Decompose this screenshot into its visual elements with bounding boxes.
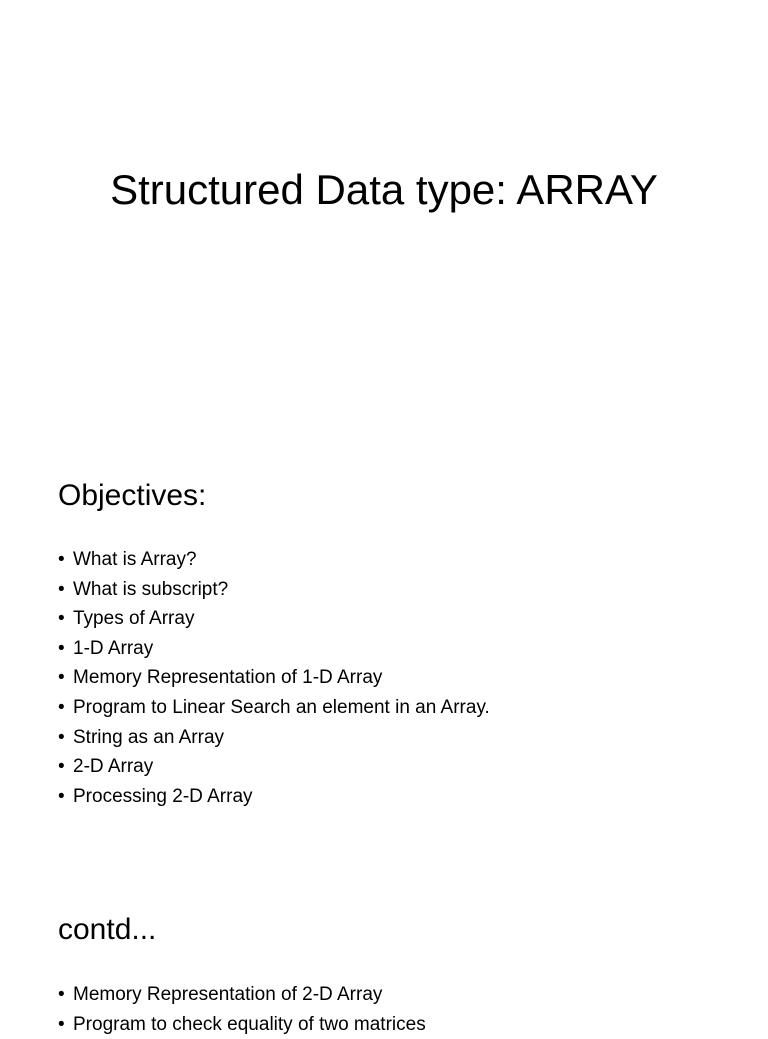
bullet-icon: •: [58, 984, 65, 1005]
bullet-icon: •: [58, 696, 65, 718]
slide-title: Structured Data type: ARRAY: [110, 166, 658, 213]
objectives-heading: Objectives:: [58, 479, 207, 512]
list-item-label: Processing 2-D Array: [73, 785, 253, 807]
list-item: [58, 980, 426, 1010]
list-item: [58, 604, 490, 634]
list-item: [58, 752, 490, 782]
bullet-icon: •: [58, 756, 65, 778]
list-item-label: What is subscript?: [73, 578, 229, 600]
contd-list: [58, 980, 426, 1039]
list-item-label: Types of Array: [73, 608, 195, 630]
bullet-icon: •: [58, 785, 65, 807]
objectives-list: [58, 545, 490, 811]
list-item-label: Memory Representation of 2-D Array: [73, 984, 383, 1005]
bullet-icon: •: [58, 608, 65, 630]
bullet-icon: •: [58, 549, 65, 570]
bullet-icon: •: [58, 726, 65, 748]
list-item: [58, 693, 490, 723]
contd-heading: contd...: [58, 913, 157, 946]
bullet-icon: •: [58, 578, 65, 600]
bullet-icon: •: [58, 667, 65, 689]
bullet-icon: •: [58, 637, 65, 659]
list-item-label: Memory Representation of 1-D Array: [73, 667, 383, 689]
list-item-label: Program to check equality of two matrices: [73, 1013, 426, 1035]
list-item-label: What is Array?: [73, 549, 197, 570]
list-item-label: 2-D Array: [73, 756, 154, 778]
bullet-icon: •: [58, 1013, 65, 1035]
list-item: [58, 723, 490, 753]
list-item: [58, 663, 490, 693]
list-item: [58, 782, 490, 812]
list-item: [58, 575, 490, 605]
list-item-label: 1-D Array: [73, 637, 154, 659]
list-item-label: Program to Linear Search an element in an Array.: [73, 696, 490, 718]
list-item: [58, 634, 490, 664]
list-item: [58, 545, 490, 575]
list-item-label: String as an Array: [73, 726, 225, 748]
list-item: [58, 1010, 426, 1039]
